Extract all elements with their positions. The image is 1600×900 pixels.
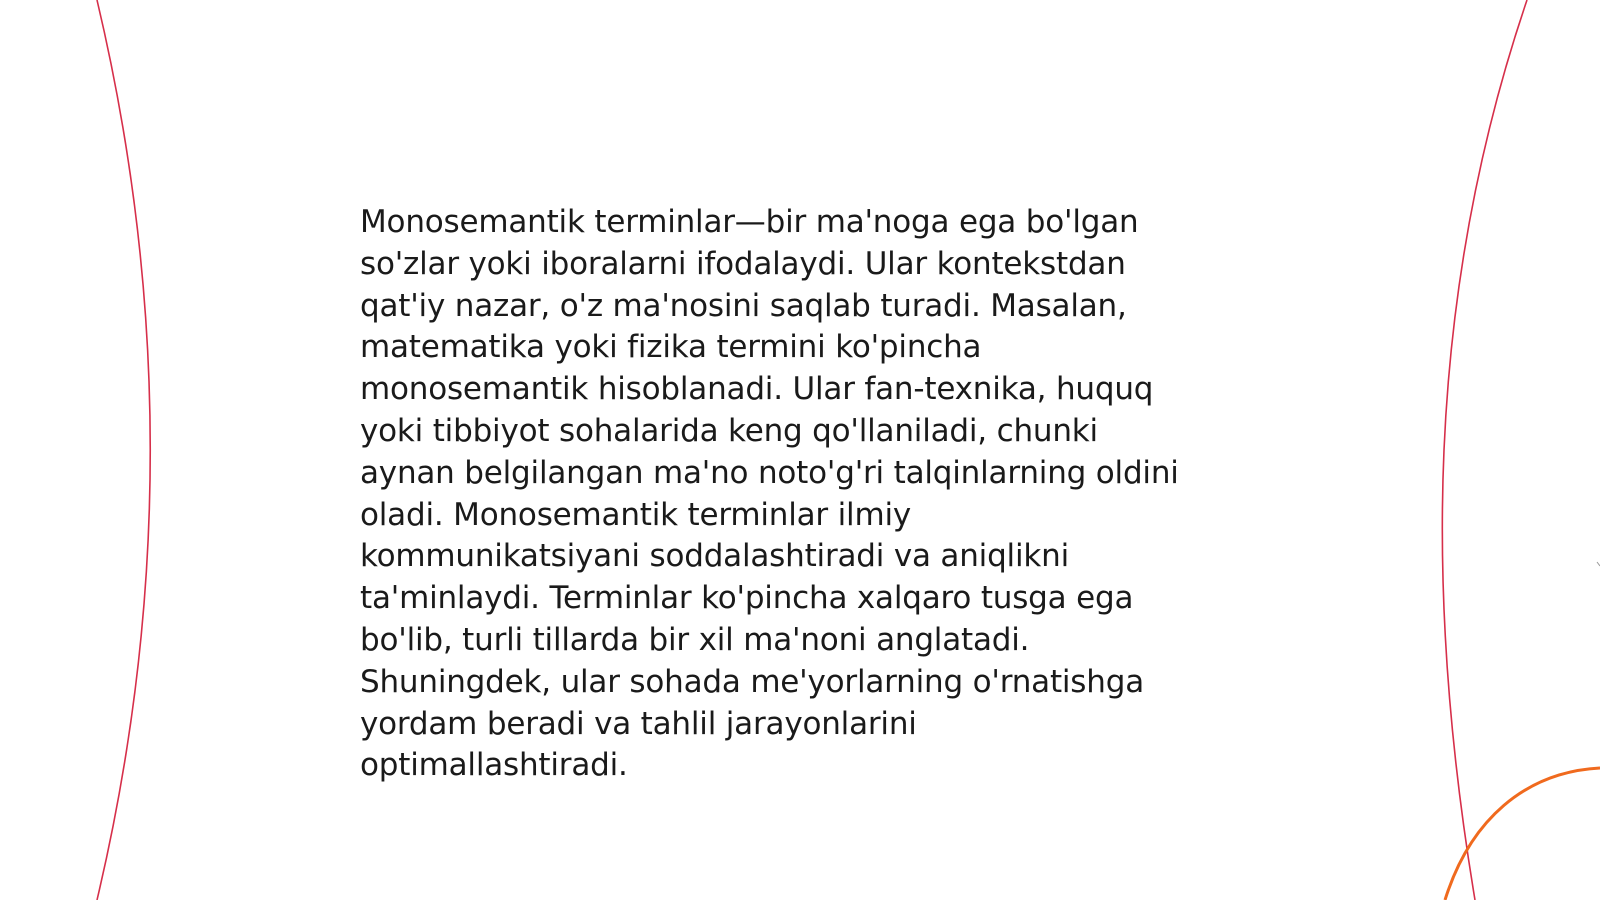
- left-curve-line: [97, 0, 150, 900]
- right-curve-line: [1442, 0, 1527, 900]
- body-paragraph: Monosemantik terminlar—bir ma'noga ega bo'lgan so'zlar yoki iboralarni ifodalaydi. Ular kontekstdan qat'iy nazar, o'z ma'nosini saqlab turadi. Masalan, matematika yoki fizika termini ko'pincha monosemantik hisoblanadi. Ular fan-texnika, huquq yoki tibbiyot sohalarida keng qo'llaniladi, chunki aynan belgilangan ma'no noto'g'ri talqinlarning oldini oladi. Monosemantik terminlar ilmiy kommunikatsiyani soddalashtiradi va aniqlikni ta'minlaydi. Terminlar ko'pincha xalqaro tusga ega bo'lib, turli tillarda bir xil ma'noni anglatadi. Shuningdek, ular sohada me'yorlarning o'rnatishga yordam beradi va tahlil jarayonlarini optimallashtiradi.: [360, 204, 1179, 784]
- orange-arc: [1445, 768, 1600, 900]
